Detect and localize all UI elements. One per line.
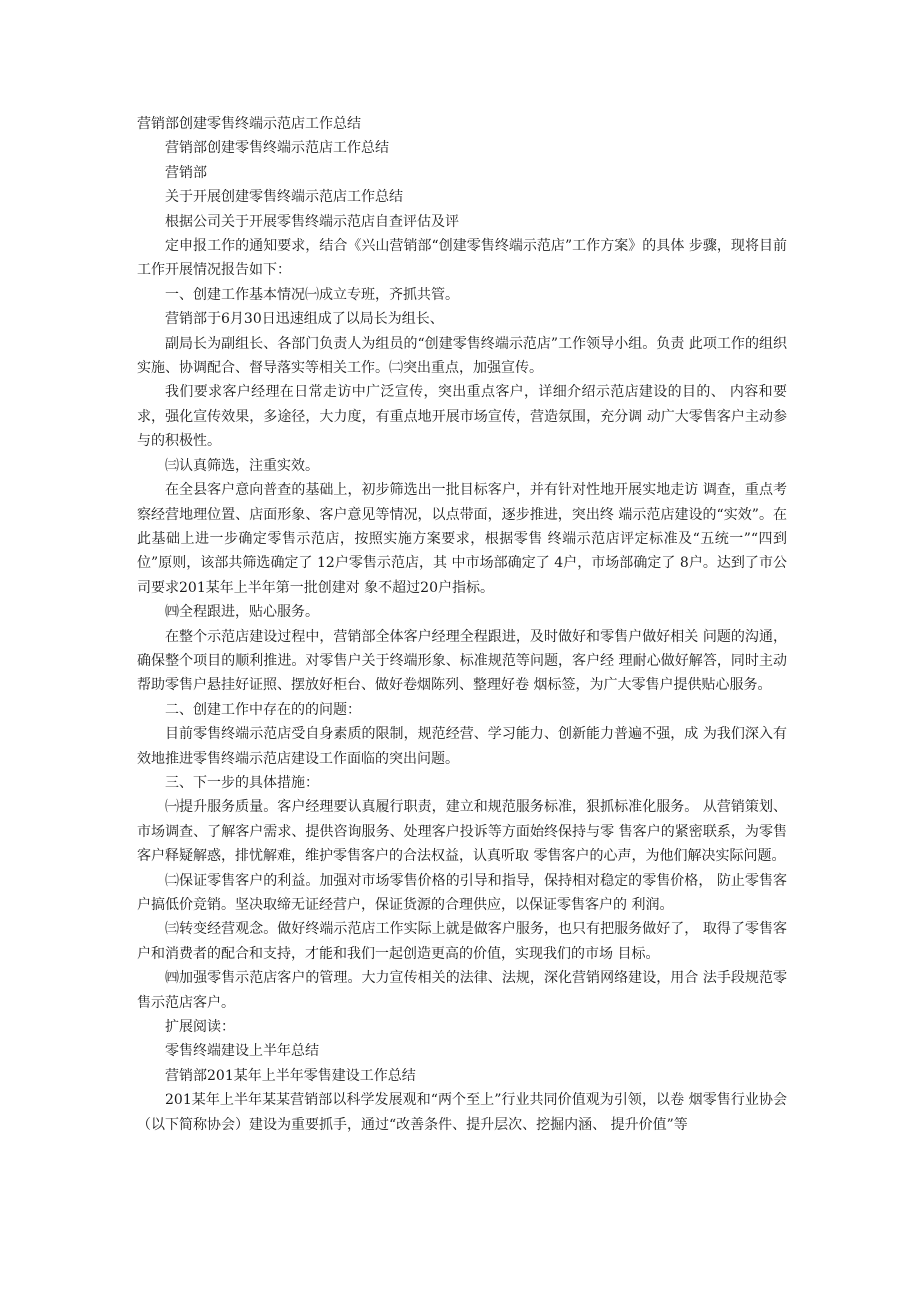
section-heading: 三、下一步的具体措施： [165, 774, 319, 791]
section-heading: 一、创建工作基本情况㈠成立专班，齐抓共管。 [165, 286, 459, 303]
paragraph: 定申报工作的通知要求，结合《兴山营销部“创建零售终端示范店”工作方案》的具体 步骤，现将目前工作开展情况报告如下： [137, 238, 787, 279]
paragraph: 目前零售终端示范店受自身素质的限制，规范经营、学习能力、创新能力普遍不强，成 为我们深入有效地推进零售终端示范店建设工作面临的突出问题。 [137, 726, 787, 767]
paragraph: 在全县客户意向普查的基础上，初步筛选出一批目标客户，并有针对性地开展实地走访 调查，重点考察经营地理位置、店面形象、客户意见等情况，以点带面，逐步推进，突出终 端示范店建设的“实效”。在此基础上进一步确定零售示范店，按照实施方案要求，根据零售 终端示范店评定标准及“五统一”“四到位”原则，该部共筛选确定了 12户零售示范店，其 中市场部确定了 4户，市场部确定了 8户。达到了市公司要求201某年上半年第一批创建对 象不超过20户指标。 [137, 482, 787, 596]
paragraph: 营销部201某年上半年零售建设工作总结 [165, 1067, 416, 1084]
paragraph: 关于开展创建零售终端示范店工作总结 [165, 189, 403, 206]
document-title: 营销部创建零售终端示范店工作总结 [137, 116, 361, 132]
section-heading: 二、创建工作中存在的的问题： [165, 701, 361, 718]
document-body [137, 112, 787, 1137]
paragraph: 营销部创建零售终端示范店工作总结 [165, 140, 389, 157]
paragraph: ㈡保证零售客户的利益。加强对市场零售价格的引导和指导，保持相对稳定的零售价格， 防止零售客户搞低价竞销。坚决取缔无证经营户，保证货源的合理供应，以保证零售客户的 利润。 [137, 872, 787, 913]
paragraph: 根据公司关于开展零售终端示范店自查评估及评 [165, 213, 459, 230]
paragraph: 在整个示范店建设过程中，营销部全体客户经理全程跟进，及时做好和零售户做好相关 问题的沟通，确保整个项目的顺利推进。对零售户关于终端形象、标准规范等问题，客户经 理耐心做好解答，同时主动帮助零售户悬挂好证照、摆放好柜台、做好卷烟陈列、整理好卷 烟标签，为广大零售户提供贴心服务。 [137, 628, 787, 694]
paragraph: ㈢转变经营观念。做好终端示范店工作实际上就是做客户服务，也只有把服务做好了， 取得了零售客户和消费者的配合和支持，才能和我们一起创造更高的价值，实现我们的市场 目标。 [137, 921, 787, 962]
paragraph: 副局长为副组长、各部门负责人为组员的“创建零售终端示范店”工作领导小组。负责 此项工作的组织实施、协调配合、督导落实等相关工作。㈡突出重点，加强宣传。 [137, 335, 787, 377]
paragraph: 营销部 [165, 164, 207, 181]
subsection-heading: ㈣全程跟进，贴心服务。 [165, 604, 319, 621]
paragraph: ㈣加强零售示范店客户的管理。大力宣传相关的法律、法规，深化营销网络建设，用合 法手段规范零售示范店客户。 [137, 970, 787, 1011]
paragraph: ㈠提升服务质量。客户经理要认真履行职责，建立和规范服务标准，狠抓标准化服务。 从营销策划、市场调查、了解客户需求、提供咨询服务、处理客户投诉等方面始终保持与零 售客户的紧密联系，为零售客户释疑解惑，排忧解难，维护零售客户的合法权益，认真听取 零售客户的心声，为他们解决实际问题。 [137, 799, 787, 865]
subsection-heading: ㈢认真筛选，注重实效。 [165, 457, 319, 474]
paragraph: 营销部于6月30日迅速组成了以局长为组长、 [165, 311, 444, 328]
paragraph: 我们要求客户经理在日常走访中广泛宣传，突出重点客户，详细介绍示范店建设的目的、 内容和要求，强化宣传效果，多途径，大力度，有重点地开展市场宣传，营造氛围，充分调 动广大零售客户主动参与的积极性。 [137, 384, 787, 450]
paragraph: 零售终端建设上半年总结 [165, 1043, 319, 1060]
extended-reading-label: 扩展阅读： [165, 1019, 235, 1036]
paragraph: 201某年上半年某某营销部以科学发展观和“两个至上”行业共同价值观为引领，以卷 烟零售行业协会（以下简称协会）建设为重要抓手，通过“改善条件、提升层次、挖掘内涵、 提升价值”等 [137, 1092, 787, 1133]
